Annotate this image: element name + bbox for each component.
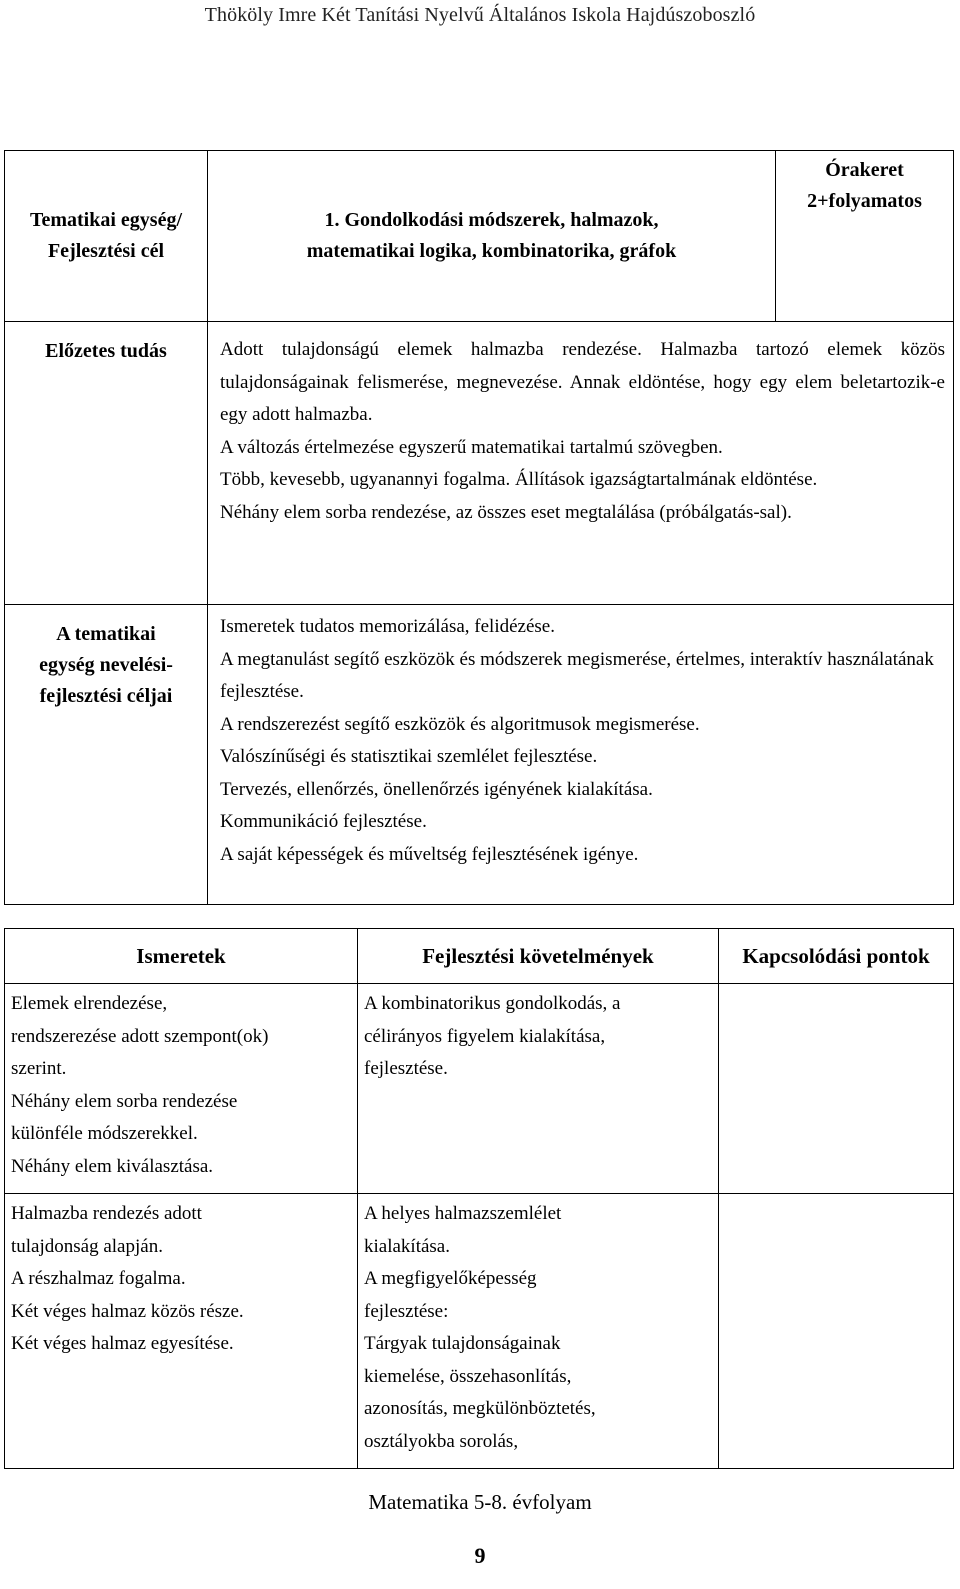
requirement-line: célirányos figyelem kialakítása, [364, 1025, 606, 1047]
goal-item: A megtanulást segítő eszközök és módszerek megismerése, értelmes, interaktív használatának fejlesztése. [220, 648, 934, 702]
unit-label-cell [5, 151, 208, 322]
goals-label-line: egység nevelési- [39, 654, 173, 676]
goal-item: A saját képességek és műveltség fejlesztésének igénye. [220, 843, 639, 865]
knowledge-line: Halmazba rendezés adott [11, 1203, 202, 1224]
requirement-line: A kombinatorikus gondolkodás, a [364, 993, 621, 1014]
hours-value: 2+folyamatos [807, 190, 922, 212]
requirement-line: Tárgyak tulajdonságainak [364, 1333, 561, 1354]
knowledge-line: Néhány elem sorba rendezése [11, 1090, 238, 1112]
requirement-line: kiemelése, összehasonlítás, [364, 1365, 572, 1387]
curriculum-table [4, 928, 954, 1469]
goals-label-line: fejlesztési céljai [39, 685, 173, 707]
requirement-line: A megfigyelőképesség [364, 1268, 537, 1289]
footer-subject: Matematika 5-8. évfolyam [368, 1490, 592, 1514]
school-header: Thököly Imre Két Tanítási Nyelvű Általános Iskola Hajdúszoboszló [204, 4, 756, 26]
goals-label-line: A tematikai [56, 623, 156, 645]
thematic-unit-table [4, 150, 954, 905]
page-number: 9 [474, 1543, 486, 1568]
development-goals-content [208, 605, 954, 905]
goal-item: Tervezés, ellenőrzés, önellenőrzés igényének kialakítása. [220, 778, 653, 800]
prior-paragraph: Néhány elem sorba rendezése, az összes eset megtalálása (próbálgatás-sal). [220, 501, 792, 523]
requirement-line: kialakítása. [364, 1235, 450, 1257]
header-knowledge: Ismeretek [5, 929, 358, 984]
goal-item: A rendszerezést segítő eszközök és algoritmusok megismerése. [220, 713, 700, 735]
requirements-cell [358, 1194, 719, 1469]
hours-cell [776, 151, 954, 322]
header-requirements: Fejlesztési követelmények [358, 929, 719, 984]
knowledge-line: Két véges halmaz közös része. [11, 1300, 244, 1322]
knowledge-line: tulajdonság alapján. [11, 1235, 163, 1257]
table-row [5, 984, 954, 1194]
requirements-cell [358, 984, 719, 1194]
knowledge-line: különféle módszerekkel. [11, 1123, 198, 1144]
curriculum-header-row [5, 929, 954, 984]
requirement-line: osztályokba sorolás, [364, 1430, 519, 1452]
requirement-line: fejlesztése: [364, 1300, 449, 1322]
prior-knowledge-content [208, 322, 954, 605]
requirement-line: A helyes halmazszemlélet [364, 1203, 562, 1224]
knowledge-line: A részhalmaz fogalma. [11, 1268, 186, 1289]
table-row [5, 1194, 954, 1469]
links-cell [719, 1194, 954, 1469]
knowledge-cell [5, 984, 358, 1194]
prior-paragraph: Több, kevesebb, ugyanannyi fogalma. Állítások igazságtartalmának eldöntése. [220, 469, 818, 490]
prior-paragraph: Adott tulajdonságú elemek halmazba rendezése. Halmazba tartozó elemek közös tulajdonságainak felismerése, megnevezése. Annak eldöntése, hogy egy elem beletartozik-e egy adott halmazba. [220, 339, 945, 425]
unit-title-line: matematikai logika, kombinatorika, gráfok [306, 240, 677, 262]
header-links: Kapcsolódási pontok [719, 929, 954, 984]
requirement-line: fejlesztése. [364, 1058, 448, 1079]
development-goals-label [5, 605, 208, 905]
knowledge-line: Két véges halmaz egyesítése. [11, 1333, 234, 1354]
goal-item: Ismeretek tudatos memorizálása, felidézése. [220, 616, 555, 637]
unit-title-cell [208, 151, 776, 322]
unit-label-line: Fejlesztési cél [47, 240, 165, 262]
knowledge-line: szerint. [11, 1058, 67, 1079]
prior-paragraph: A változás értelmezése egyszerű matematikai tartalmú szövegben. [220, 436, 723, 458]
unit-title-line: 1. Gondolkodási módszerek, halmazok, [324, 209, 659, 231]
requirement-line: azonosítás, megkülönböztetés, [364, 1398, 596, 1419]
prior-knowledge-label: Előzetes tudás [5, 322, 208, 605]
links-cell [719, 984, 954, 1194]
goal-item: Valószínűségi és statisztikai szemlélet fejlesztése. [220, 746, 598, 767]
knowledge-line: rendszerezése adott szempont(ok) [11, 1025, 269, 1047]
hours-label: Órakeret [825, 159, 904, 181]
knowledge-cell [5, 1194, 358, 1469]
knowledge-line: Elemek elrendezése, [11, 993, 168, 1014]
unit-label-line: Tematikai egység/ [29, 209, 183, 231]
development-goals-row [5, 605, 954, 905]
knowledge-line: Néhány elem kiválasztása. [11, 1155, 214, 1177]
prior-knowledge-row [5, 322, 954, 605]
unit-header-row [5, 151, 954, 322]
goal-item: Kommunikáció fejlesztése. [220, 811, 427, 832]
